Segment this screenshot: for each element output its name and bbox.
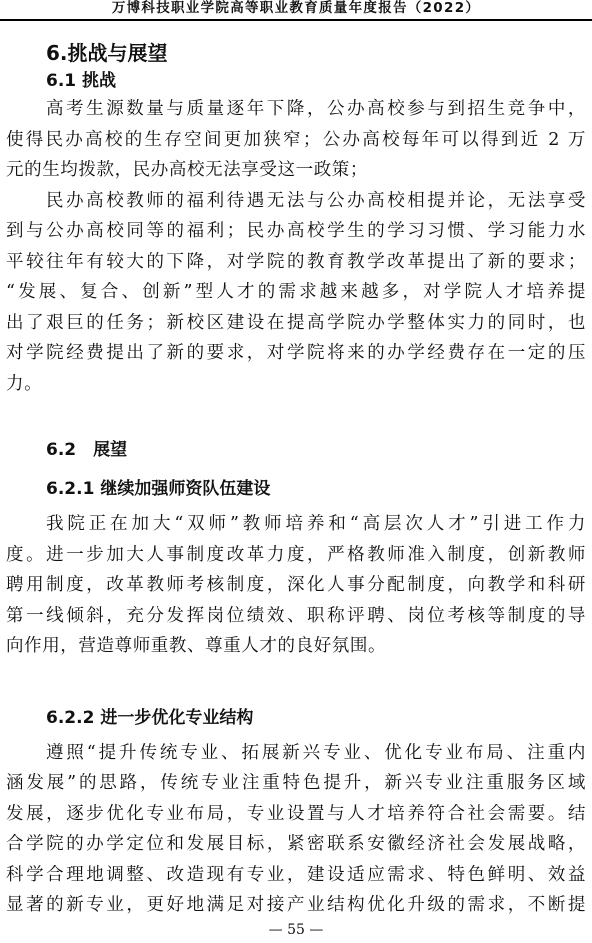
majors-paragraph (6, 738, 586, 921)
text-line: 第一线倾斜，充分发挥岗位绩效、职称评聘、岗位考核等制度的导 (6, 605, 586, 626)
text-line: 高考生源数量与质量逐年下降，公办高校参与到招生竞争中， (46, 99, 586, 119)
text-line: 我院正在加大“双师”教师培养和“高层次人才”引进工作力 (46, 514, 586, 534)
text-line: 显著的新专业，更好地满足对接产业结构优化升级的需求，不断提 (6, 895, 586, 915)
challenge-heading: 6.1 挑战 (46, 71, 117, 91)
text-line: 使得民办高校的生存空间更加狭窄；公办高校每年可以得到近 2 万 (6, 129, 586, 150)
text-line: 力。 (6, 373, 43, 394)
page-content (6, 38, 586, 921)
text-line: 涵发展”的思路，传统专业注重特色提升，新兴专业注重服务区域 (6, 773, 586, 793)
page-number: — 55 — (268, 922, 324, 938)
text-line: 元的生均拨款，民办高校无法享受这一政策； (6, 160, 368, 180)
text-line: “发展、复合、创新”型人才的需求越来越多，对学院人才培养提 (6, 282, 586, 302)
text-line: 平较往年有较大的下降，对学院的教育教学改革提出了新的要求； (6, 251, 586, 272)
text-line: 合学院的办学定位和发展目标，紧密联系安徽经济社会发展战略， (6, 834, 586, 854)
section-title: 6.挑战与展望 (46, 41, 168, 65)
text-line: 遵照“提升传统专业、拓展新兴专业、优化专业布局、注重内 (46, 742, 586, 763)
spacer (6, 399, 586, 437)
text-line: 科学合理地调整、改造现有专业，建设适应需求、特色鲜明、效益 (6, 864, 586, 885)
subsection-heading-majors: 6.2.2 进一步优化专业结构 (46, 707, 254, 728)
spacer (6, 463, 586, 475)
text-line: 对学院经费提出了新的要求，对学院将来的办学经费存在一定的压 (6, 343, 586, 363)
text-line: 向作用，营造尊师重教、尊重人才的良好氛围。 (6, 636, 387, 656)
text-line: 聘用制度，改革教师考核制度，深化人事分配制度，向教学和科研 (6, 575, 586, 595)
report-header: 万博科技职业学院高等职业教育质量年度报告（2022） (0, 0, 592, 21)
outlook-heading: 6.2 展望 (46, 440, 128, 460)
challenge-paragraph-1 (6, 94, 586, 186)
spacer (6, 662, 586, 704)
text-line: 发展，逐步优化专业布局，专业设置与人才培养符合社会需要。结 (6, 803, 586, 824)
challenge-paragraph-2 (6, 186, 586, 400)
teachers-paragraph (6, 509, 586, 662)
text-line: 度。进一步加大人事制度改革力度，严格教师准入制度，创新教师 (6, 544, 586, 565)
subsection-heading-teachers: 6.2.1 继续加强师资队伍建设 (46, 479, 271, 499)
text-line: 民办高校教师的福利待遇无法与公办高校相提并论，无法享受 (46, 190, 586, 211)
text-line: 出了艰巨的任务；新校区建设在提高学院办学整体实力的同时，也 (6, 312, 586, 333)
text-line: 到与公办高校同等的福利；民办高校学生的学习习惯、学习能力水 (6, 221, 586, 241)
